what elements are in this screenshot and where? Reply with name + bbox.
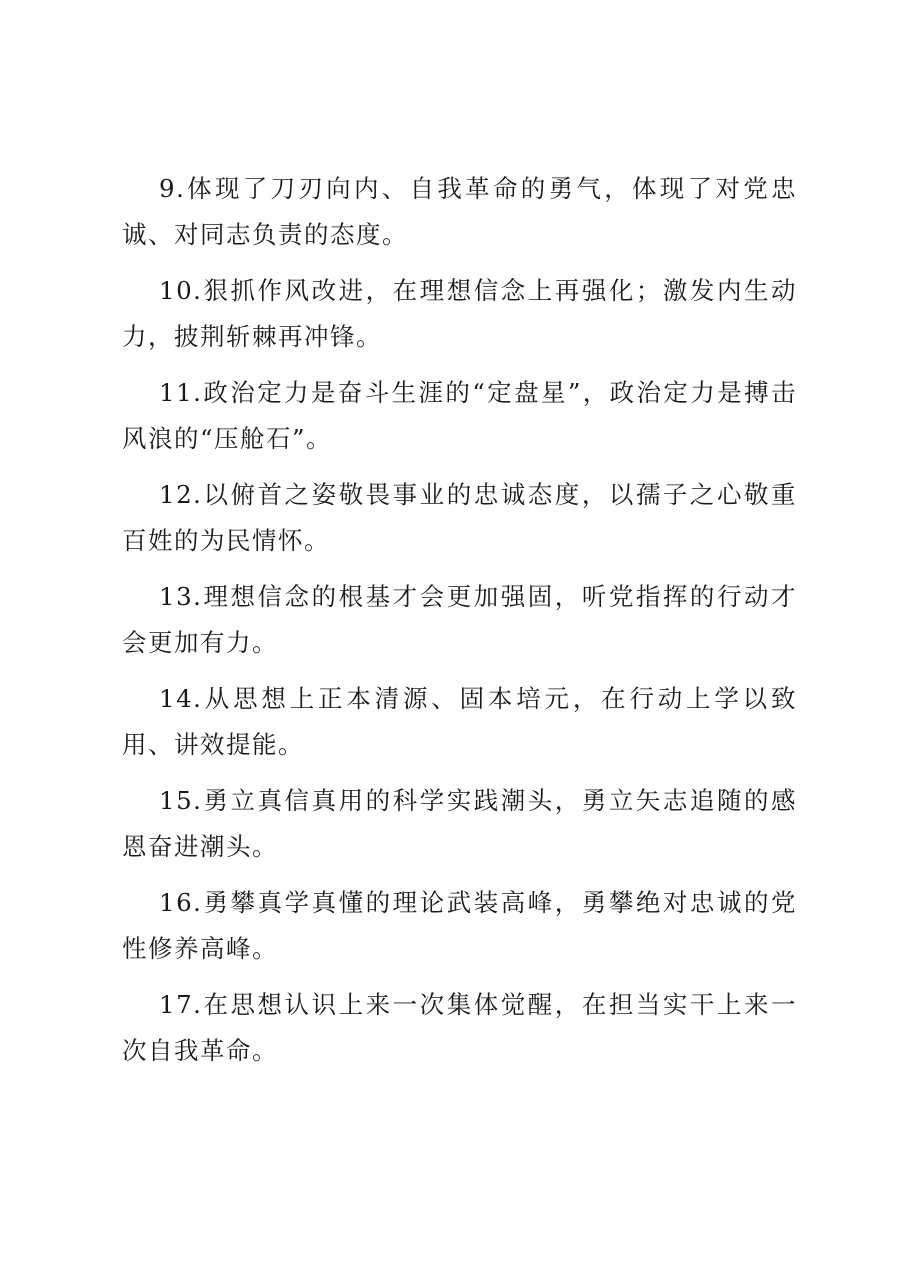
paragraph-17: 17.在思想认识上来一次集体觉醒，在担当实干上来一次自我革命。 bbox=[122, 990, 797, 1065]
paragraph-15: 15.勇立真信真用的科学实践潮头，勇立矢志追随的感恩奋进潮头。 bbox=[122, 786, 797, 861]
paragraph-11: 11.政治定力是奋斗生涯的“定盘星”，政治定力是搏击风浪的“压舱石”。 bbox=[122, 378, 797, 453]
paragraph-14: 14.从思想上正本清源、固本培元，在行动上学以致用、讲效提能。 bbox=[122, 684, 797, 759]
paragraph-16: 16.勇攀真学真懂的理论武装高峰，勇攀绝对忠诚的党性修养高峰。 bbox=[122, 888, 797, 963]
paragraph-13: 13.理想信念的根基才会更加强固，听党指挥的行动才会更加有力。 bbox=[122, 582, 797, 657]
paragraph-12: 12.以俯首之姿敬畏事业的忠诚态度，以孺子之心敬重百姓的为民情怀。 bbox=[122, 480, 797, 555]
paragraph-9: 9.体现了刀刃向内、自我革命的勇气，体现了对党忠诚、对同志负责的态度。 bbox=[122, 174, 797, 249]
paragraph-10: 10.狠抓作风改进，在理想信念上再强化；激发内生动力，披荆斩棘再冲锋。 bbox=[122, 276, 797, 351]
